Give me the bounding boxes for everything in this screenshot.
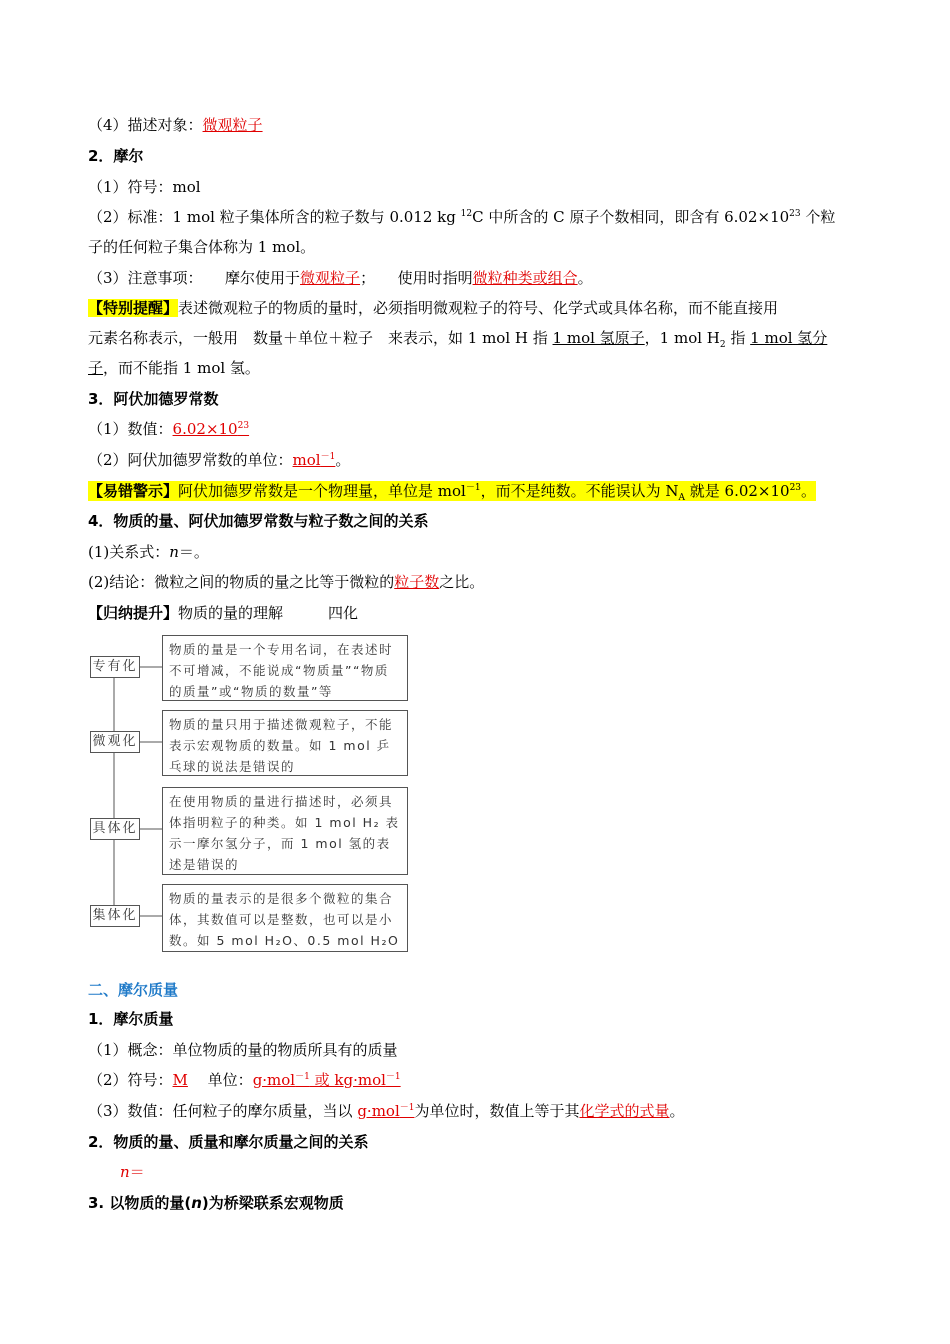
text: （2）符号： xyxy=(88,1071,173,1089)
text: 或 kg·mol xyxy=(309,1071,386,1089)
underlined-text: 1 mol 氢分 xyxy=(750,329,828,347)
section-heading-mole: 2．摩尔 xyxy=(88,147,144,165)
text: g·mol xyxy=(357,1102,400,1120)
subscript: A xyxy=(678,493,685,503)
text: 为单位时，数值上等于其 xyxy=(414,1102,580,1120)
symbol-line: （1）符号：mol xyxy=(88,178,201,196)
text: ＝。 xyxy=(178,543,209,561)
formula-n-line xyxy=(120,1162,145,1182)
superscript: 23 xyxy=(789,483,802,493)
text: 之比。 xyxy=(439,573,485,591)
answer-text xyxy=(173,420,250,438)
subscript: 2 xyxy=(719,340,726,350)
text: ； 使用时指明 xyxy=(360,269,473,287)
text: 6.02×10 xyxy=(172,420,238,438)
answer-text: M xyxy=(172,1071,188,1089)
molar-mass-value-line xyxy=(88,1101,685,1121)
text: (1)关系式： xyxy=(88,543,170,561)
notes-line xyxy=(88,268,593,288)
summary-tag: 【归纳提升】 xyxy=(88,604,179,622)
text: 表述微观粒子的物质的量时，必须指明微观粒子的符号、化学式或具体名称，而不能直接用 xyxy=(178,299,779,317)
text: 元素名称表示，一般用 数量＋单位＋粒子 来表示，如 1 mol H 指 xyxy=(88,329,553,347)
superscript: 23 xyxy=(237,421,250,431)
standard-line xyxy=(88,207,835,227)
summary-line xyxy=(88,603,358,623)
concept-line: （1）概念：单位物质的量的物质所具有的质量 xyxy=(88,1041,398,1059)
special-reminder xyxy=(88,298,778,318)
answer-text: 微观粒子 xyxy=(300,269,361,287)
reminder-tag: 【特别提醒】 xyxy=(88,299,179,317)
text: 3. 以物质的量( xyxy=(88,1194,192,1212)
box-specific: 在使用物质的量进行描述时，必须具体指明粒子的种类。如 1 mol H₂ 表示一摩尔氢分子，而 1 mol 氢的表述是错误的 xyxy=(162,787,408,875)
text: （3）注意事项： 摩尔使用于 xyxy=(88,269,301,287)
superscript: 23 xyxy=(789,209,801,219)
section-heading-molar-mass: 二、摩尔质量 xyxy=(88,981,179,999)
superscript: －1 xyxy=(385,1072,401,1082)
answer-text: 微观粒子 xyxy=(202,116,263,134)
underlined-text: 子 xyxy=(88,359,104,377)
warning-tag: 【易错警示】 xyxy=(88,482,179,500)
text: ，而不是纯数。不能误认为 N xyxy=(480,482,679,500)
text: （2）阿伏加德罗常数的单位： xyxy=(88,451,293,469)
text: 。 xyxy=(801,482,817,500)
superscript: －1 xyxy=(399,1103,415,1113)
superscript: 12 xyxy=(460,209,473,219)
box-specialized: 物质的量是一个专用名词，在表述时不可增减，不能说成“物质量”“物质的质量”或“物质的数量”等 xyxy=(162,635,408,701)
underlined-text: 1 mol 氢原子 xyxy=(552,329,645,347)
special-reminder-line3 xyxy=(88,358,260,378)
avogadro-value-line xyxy=(88,419,249,439)
text: (2)结论：微粒之间的物质的量之比等于微粒的 xyxy=(88,573,395,591)
text: ＝ xyxy=(129,1163,145,1181)
text: （1）数值： xyxy=(88,420,173,438)
text: 阿伏加德罗常数是一个物理量，单位是 mol xyxy=(178,482,466,500)
relation-heading-2: 2．物质的量、质量和摩尔质量之间的关系 xyxy=(88,1133,369,1151)
text: 就是 6.02×10 xyxy=(684,482,790,500)
answer-text xyxy=(357,1102,414,1120)
standard-line-cont: 子的任何粒子集合体称为 1 mol。 xyxy=(88,238,316,256)
variable-n: n xyxy=(120,1163,130,1181)
section-heading-avogadro: 3．阿伏加德罗常数 xyxy=(88,390,219,408)
answer-text: 化学式的式量 xyxy=(579,1102,670,1120)
text: （3）数值：任何粒子的摩尔质量，当以 xyxy=(88,1102,358,1120)
text: 指 xyxy=(725,329,751,347)
box-collective: 物质的量表示的是很多个微粒的集合体，其数值可以是整数，也可以是小数。如 5 mol H₂O、0.5 mol H₂O xyxy=(162,884,408,952)
describe-object-line xyxy=(88,115,263,135)
text: 。 xyxy=(577,269,593,287)
text: 个粒 xyxy=(800,208,836,226)
text: 单位： xyxy=(187,1071,253,1089)
section-heading-relation: 4．物质的量、阿伏加德罗常数与粒子数之间的关系 xyxy=(88,512,429,530)
answer-text xyxy=(253,1071,401,1089)
answer-text xyxy=(293,451,336,469)
tag-microscopic: 微观化 xyxy=(90,731,140,753)
answer-text: 微粒种类或组合 xyxy=(472,269,578,287)
variable-n: n xyxy=(169,543,179,561)
molar-mass-symbol-line xyxy=(88,1070,401,1090)
text: 物质的量的理解 四化 xyxy=(178,604,359,622)
text: mol xyxy=(292,451,321,469)
molar-mass-heading: 1．摩尔质量 xyxy=(88,1010,174,1028)
answer-text: 粒子数 xyxy=(394,573,440,591)
four-aspects-diagram xyxy=(88,632,418,954)
text: （2）标准：1 mol 粒子集体所含的粒子数与 0.012 kg xyxy=(88,208,461,226)
bridge-heading xyxy=(88,1193,344,1213)
conclusion-line xyxy=(88,572,484,592)
tag-collective: 集体化 xyxy=(90,905,140,927)
text: ，而不能指 1 mol 氢。 xyxy=(103,359,260,377)
text: ，1 mol H xyxy=(644,329,720,347)
superscript: －1 xyxy=(295,1072,310,1082)
tag-specific: 具体化 xyxy=(90,818,140,840)
avogadro-unit-line xyxy=(88,450,350,470)
error-warning xyxy=(88,481,816,501)
superscript: －1 xyxy=(465,483,481,493)
text: g·mol xyxy=(252,1071,296,1089)
text: （4）描述对象： xyxy=(88,116,203,134)
superscript: －1 xyxy=(320,452,336,462)
text: 。 xyxy=(669,1102,685,1120)
text: C 中所含的 C 原子个数相同，即含有 6.02×10 xyxy=(472,208,790,226)
variable-n: n xyxy=(191,1194,202,1212)
special-reminder-line2 xyxy=(88,328,827,348)
text: )为桥梁联系宏观物质 xyxy=(201,1194,344,1212)
relation-formula-line xyxy=(88,542,209,562)
text: 。 xyxy=(335,451,351,469)
box-microscopic: 物质的量只用于描述微观粒子，不能表示宏观物质的数量。如 1 mol 乒乓球的说法是错误的 xyxy=(162,710,408,776)
tag-specialized: 专有化 xyxy=(90,656,140,678)
